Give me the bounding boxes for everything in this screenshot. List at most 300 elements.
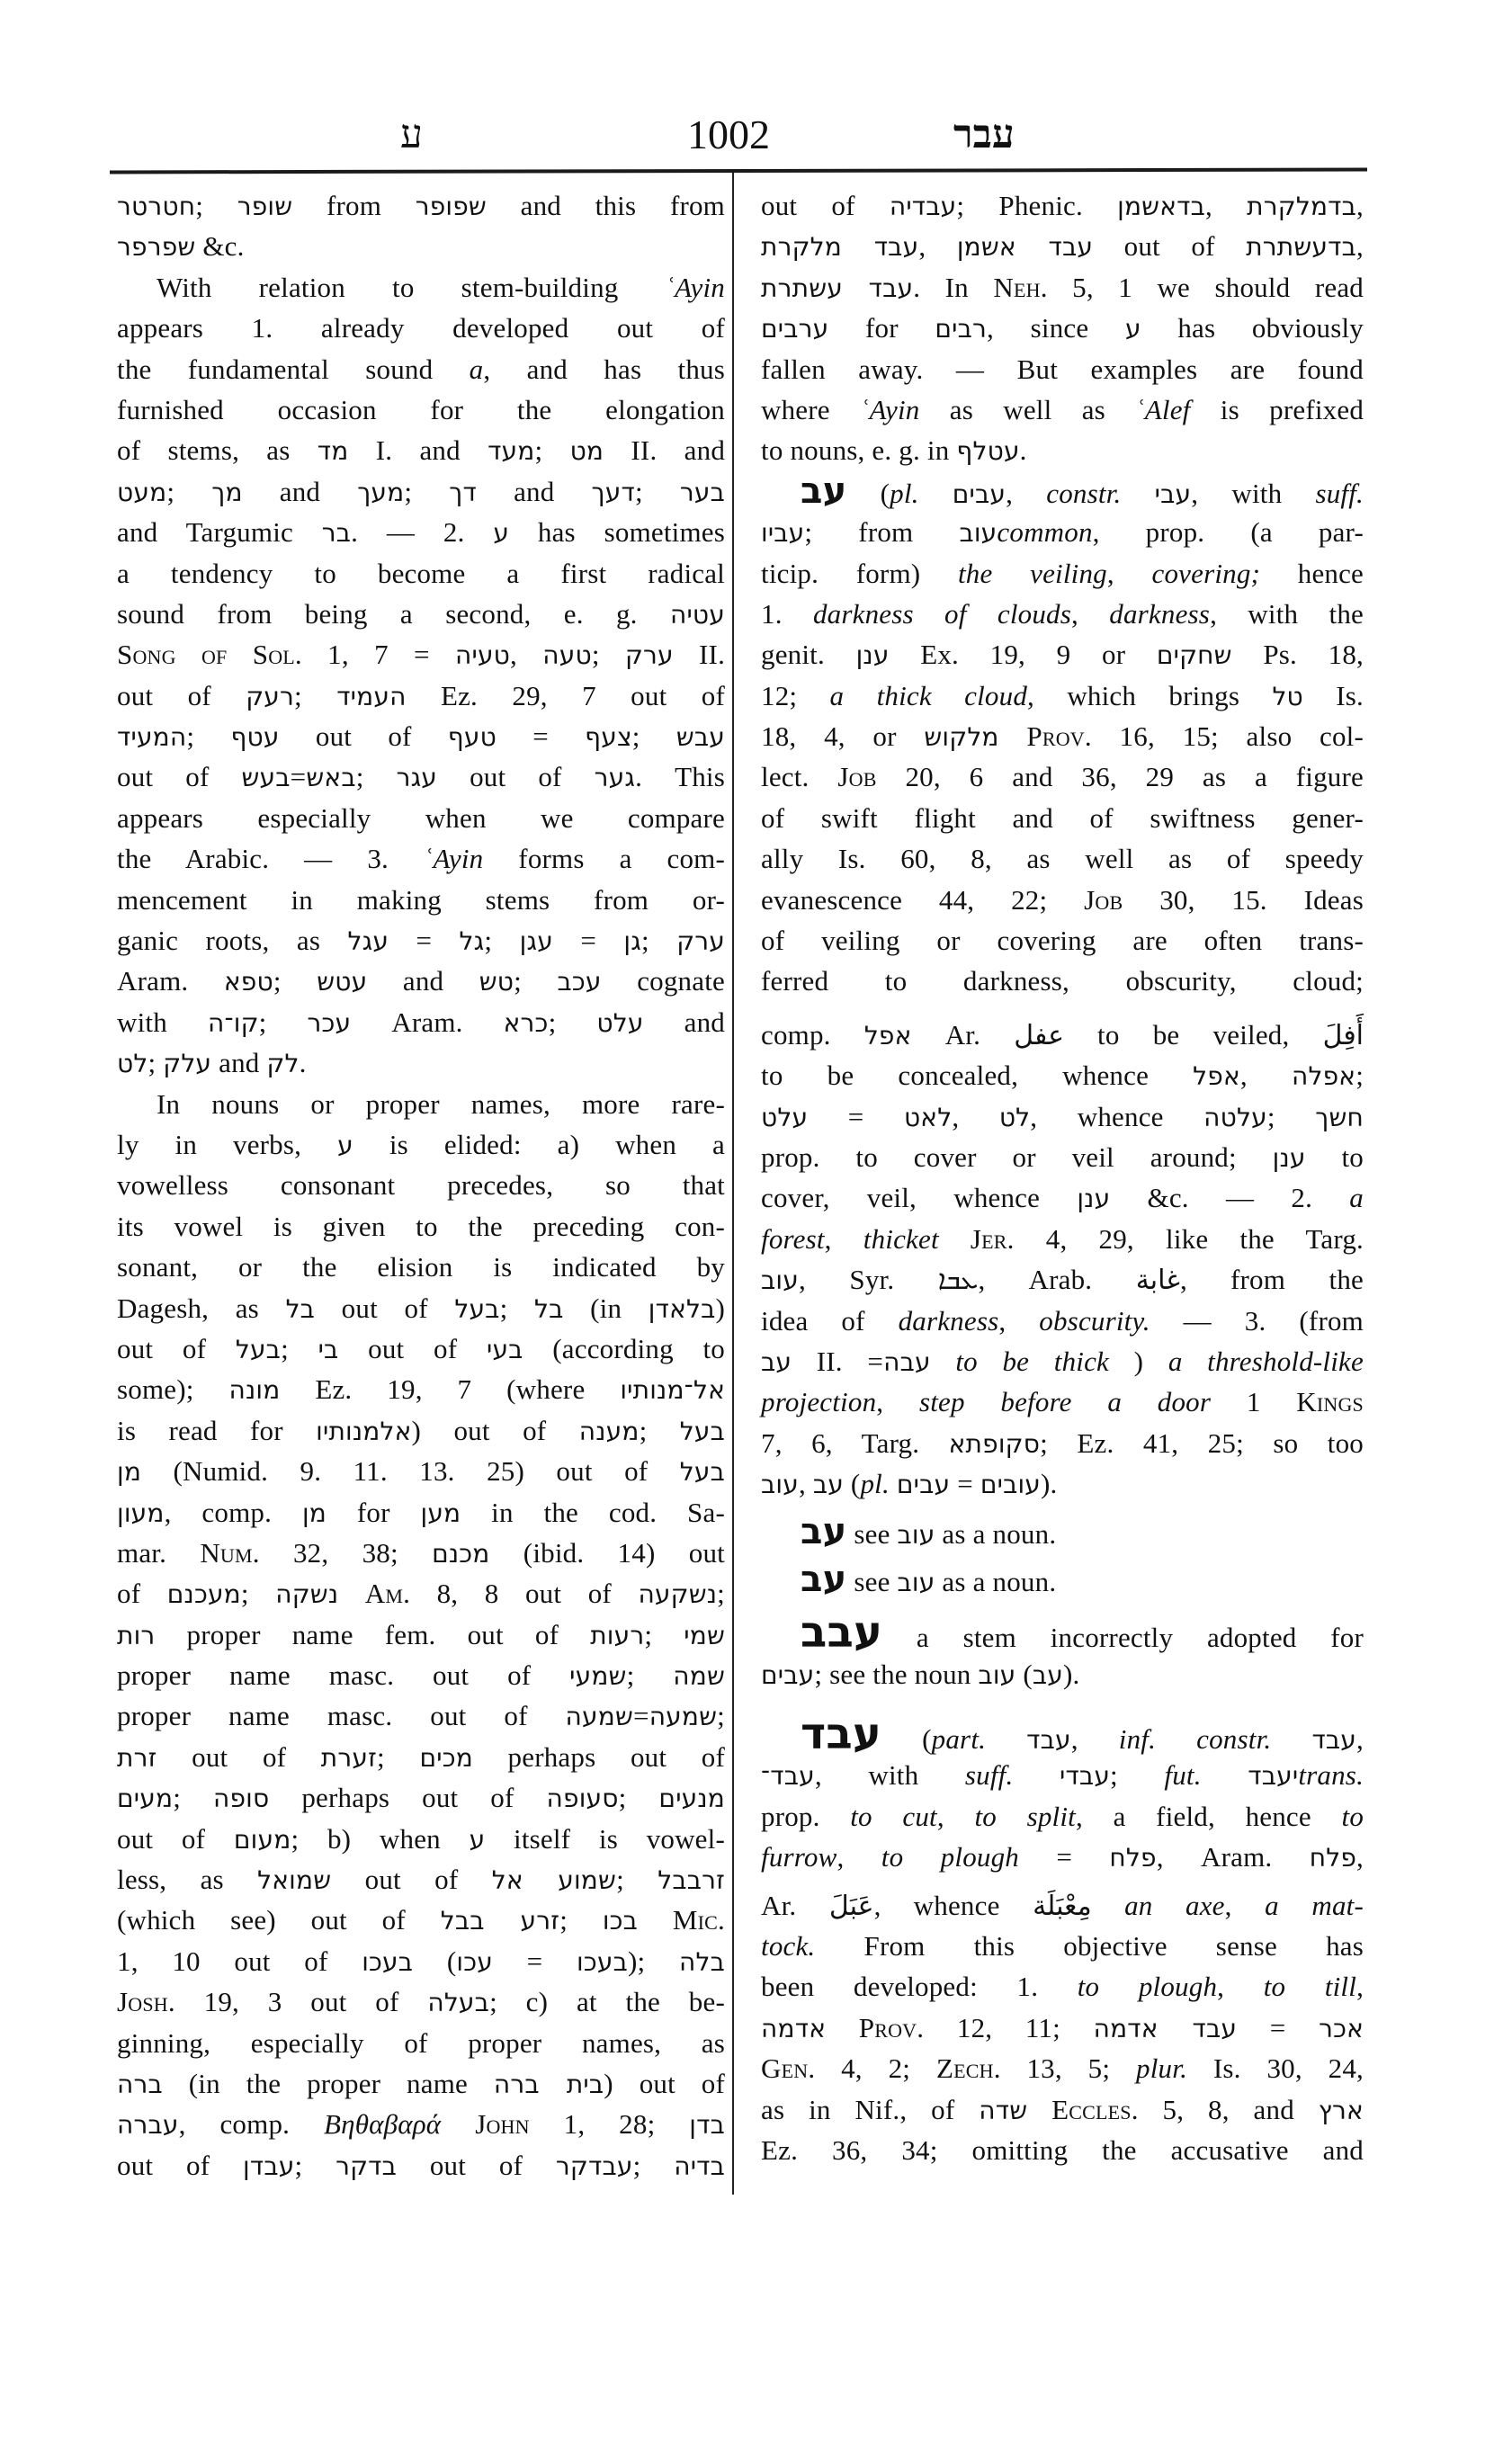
- text-segment: is elided: a) when a: [353, 1128, 725, 1160]
- text-segment: In nouns or proper names, more rare-: [157, 1087, 725, 1120]
- hebrew-word: יעבד: [1248, 1761, 1299, 1792]
- text-line: [117, 961, 725, 1001]
- text-segment: perhaps out of: [269, 1782, 547, 1814]
- hebrew-word: מט: [569, 436, 604, 467]
- text-segment: [638, 1904, 673, 1936]
- text-segment: , and has thus: [483, 353, 726, 385]
- text-line: [117, 512, 725, 552]
- hebrew-word: עבד אדמה: [1093, 2013, 1238, 2043]
- text-line: [761, 716, 1364, 756]
- text-segment: Βηθαβαρά: [324, 2108, 442, 2141]
- text-line: [117, 1084, 725, 1124]
- text-line: [761, 1055, 1364, 1095]
- text-segment: ;: [1355, 1060, 1364, 1092]
- text-segment: (ibid. 14) out: [489, 1536, 725, 1569]
- text-line: [761, 2007, 1364, 2048]
- text-segment: thicket: [863, 1222, 939, 1255]
- text-segment: Dagesh, as: [117, 1292, 286, 1324]
- text-line: [761, 430, 1364, 470]
- text-line: [117, 2104, 725, 2144]
- text-segment: , prop. (a par-: [1092, 516, 1364, 549]
- hebrew-word: בלאדן: [648, 1293, 716, 1324]
- text-segment: ;: [591, 639, 625, 671]
- text-segment: a mat-: [1265, 1889, 1364, 1921]
- text-segment: . In: [913, 271, 994, 303]
- text-segment: 19, 3 out of: [174, 1986, 428, 2018]
- text-segment: ): [715, 1292, 726, 1324]
- text-segment: of swift flight and of swiftness gener-: [761, 801, 1364, 834]
- text-segment: out of: [338, 1332, 487, 1364]
- hebrew-word: סעופה: [546, 1784, 619, 1814]
- text-segment: [826, 2012, 859, 2043]
- text-segment: as a noun.: [935, 1517, 1057, 1550]
- text-segment: ;: [514, 965, 558, 997]
- text-line: [761, 798, 1364, 838]
- hebrew-word: העמיד: [336, 681, 407, 711]
- text-segment: a: [1349, 1182, 1364, 1214]
- text-segment: ,: [1356, 1723, 1364, 1756]
- text-segment: perhaps out of: [472, 1740, 726, 1773]
- text-segment: ;: [240, 1578, 276, 1610]
- hebrew-word: טפא: [223, 967, 273, 997]
- hebrew-word: עב: [801, 1510, 847, 1552]
- hebrew-word: עבדקר: [555, 2150, 633, 2181]
- hebrew-word: מונה: [228, 1375, 281, 1406]
- hebrew-word: עבב: [801, 1607, 883, 1659]
- hebrew-word: בדמלקרת: [1247, 192, 1357, 221]
- text-segment: , with the: [1210, 597, 1364, 630]
- hebrew-word: בדן: [689, 2110, 725, 2141]
- text-line: [117, 634, 725, 675]
- hebrew-word: לט: [117, 1049, 148, 1079]
- text-segment: of: [117, 1578, 167, 1610]
- text-line: [117, 308, 725, 348]
- hebrew-word: מד: [317, 436, 349, 467]
- text-segment: Mic.: [672, 1904, 726, 1936]
- text-segment: ;: [484, 925, 520, 957]
- text-segment: Ez. 19, 7 (where: [280, 1373, 621, 1406]
- text-line: [117, 716, 725, 756]
- text-line: [117, 756, 725, 797]
- hebrew-word: עב: [761, 1346, 792, 1377]
- text-segment: and: [477, 475, 592, 507]
- page-number: 1002: [687, 112, 770, 157]
- hebrew-word: שמואל: [257, 1865, 332, 1896]
- hebrew-word: עבד מלקרת: [761, 232, 919, 263]
- hebrew-word: אל־מנותיו: [620, 1375, 725, 1406]
- text-segment: hence: [1260, 557, 1364, 589]
- text-segment: Ez. 36, 34; omitting the accusative and: [761, 2133, 1364, 2166]
- text-line: [117, 798, 725, 838]
- text-segment: out of: [437, 761, 595, 793]
- hebrew-word: מען: [420, 1498, 461, 1528]
- text-segment: 16, 15; also col-: [1091, 720, 1364, 753]
- text-segment: , Syr.: [798, 1264, 938, 1296]
- text-line: [761, 634, 1364, 675]
- hebrew-word: טעיה: [455, 640, 511, 671]
- header-section-letter: ע: [400, 112, 423, 157]
- text-segment: ;: [195, 190, 237, 221]
- hebrew-word: עטש: [317, 967, 368, 997]
- text-line: [761, 1654, 1364, 1694]
- text-segment: ferred to darkness, obscurity, cloud;: [761, 965, 1364, 997]
- text-segment: 7, 6, Targ.: [761, 1426, 949, 1459]
- arabic-word: عفل: [1014, 1019, 1065, 1051]
- hebrew-word: עב: [801, 469, 847, 512]
- text-segment: ;: [559, 1904, 603, 1936]
- text-line: [761, 308, 1364, 348]
- text-line: [117, 1369, 725, 1409]
- text-segment: ;: [258, 1006, 308, 1038]
- text-line: [761, 389, 1364, 430]
- text-segment: Song of Sol.: [117, 639, 302, 671]
- text-segment: darkness: [1109, 597, 1211, 630]
- hebrew-word: בעל: [454, 1293, 500, 1324]
- hebrew-word: מן: [301, 1498, 327, 1528]
- text-segment: out of: [331, 1864, 492, 1896]
- text-segment: ;: [355, 761, 397, 793]
- text-segment: pl.: [860, 1468, 890, 1500]
- hebrew-word: עוב: [897, 1567, 935, 1597]
- text-segment: to cut: [850, 1800, 937, 1832]
- text-segment: to: [1341, 1800, 1364, 1832]
- hebrew-word: טל: [1272, 681, 1303, 711]
- text-segment: ,: [1356, 1971, 1364, 2003]
- text-segment: obscurity.: [1039, 1304, 1150, 1337]
- text-segment: (: [413, 1945, 457, 1977]
- text-segment: ganic roots, as: [117, 925, 348, 957]
- text-segment: ; see the noun: [814, 1658, 979, 1690]
- text-segment: 18, 4, or: [761, 720, 925, 753]
- text-segment: ;: [618, 1782, 659, 1814]
- hebrew-word: שדה: [979, 2095, 1028, 2125]
- text-segment: ,: [1224, 1889, 1266, 1921]
- hebrew-word: שמעה: [649, 1702, 718, 1732]
- text-line: [761, 1837, 1364, 1877]
- text-segment: prop.: [761, 1800, 851, 1832]
- text-segment: ;: [173, 1782, 213, 1814]
- text-line: [761, 838, 1364, 879]
- hebrew-word: ערק: [624, 640, 674, 671]
- hebrew-word: סקופתא: [948, 1428, 1041, 1459]
- text-line: [761, 185, 1364, 226]
- text-segment: =: [496, 720, 586, 753]
- text-segment: ): [1109, 1345, 1168, 1377]
- hebrew-word: מנעים: [658, 1784, 726, 1814]
- text-segment: furrow: [761, 1841, 837, 1873]
- hebrew-word: עוב: [978, 1659, 1016, 1690]
- text-segment: ;: [294, 679, 337, 711]
- text-segment: mencement in making stems from or-: [117, 883, 725, 916]
- hebrew-word: עבד עשתרת: [761, 273, 914, 303]
- text-segment: , from the: [1179, 1264, 1364, 1296]
- text-segment: a threshold-like: [1168, 1345, 1364, 1377]
- text-segment: of stems, as: [117, 434, 318, 467]
- hebrew-word: דך: [449, 477, 477, 507]
- hebrew-word: עב: [812, 1470, 844, 1500]
- hebrew-word: גל: [459, 926, 485, 957]
- text-segment: vowelless consonant precedes, so that: [117, 1169, 725, 1202]
- hebrew-word: עבים: [761, 1659, 815, 1690]
- text-line: [117, 1451, 725, 1491]
- text-line: [117, 267, 725, 308]
- text-segment: ) out of: [604, 2067, 726, 2099]
- text-segment: ;: [634, 475, 680, 507]
- text-segment: Neh.: [993, 271, 1048, 303]
- text-line: [761, 1709, 1364, 1760]
- text-segment: =: [552, 925, 624, 957]
- hebrew-word: עבדי: [1059, 1761, 1111, 1792]
- text-segment: forest: [761, 1222, 825, 1255]
- text-segment: tock.: [761, 1930, 816, 1963]
- text-segment: =: [1237, 2011, 1320, 2043]
- hebrew-word: פלח: [1309, 1843, 1357, 1873]
- text-segment: &c. — 2.: [1110, 1182, 1350, 1214]
- text-line: [761, 1137, 1364, 1177]
- text-line: [117, 920, 725, 961]
- hebrew-word: עוב: [761, 1470, 799, 1500]
- text-line: [117, 1247, 725, 1287]
- text-segment: suff.: [1315, 477, 1364, 509]
- hebrew-word: עבד: [801, 1709, 882, 1760]
- text-segment: and: [242, 475, 358, 507]
- hebrew-word: עלק: [163, 1049, 212, 1079]
- text-segment: ginning, especially of proper names, as: [117, 2026, 725, 2059]
- text-line: [117, 1859, 725, 1900]
- text-segment: is prefixed: [1190, 393, 1364, 425]
- text-segment: proper name masc. out of: [117, 1659, 570, 1692]
- text-segment: , comp.: [164, 1496, 302, 1528]
- hebrew-word: עבד אשמן: [956, 232, 1094, 263]
- text-segment: as in Nif., of: [761, 2093, 980, 2125]
- text-segment: see: [846, 1565, 898, 1597]
- text-segment: , a field, hence: [1076, 1800, 1342, 1832]
- text-line: [761, 1381, 1364, 1422]
- text-segment: common: [997, 516, 1093, 549]
- text-segment: see: [846, 1517, 898, 1550]
- text-line: [117, 1165, 725, 1205]
- header-catchword: עבר: [953, 112, 1015, 157]
- text-segment: ,: [998, 1304, 1040, 1337]
- hebrew-word: בעכו: [362, 1946, 414, 1977]
- hebrew-word: גן: [623, 926, 641, 957]
- text-segment: ;: [1110, 1759, 1165, 1792]
- hebrew-word: נשקה: [275, 1579, 339, 1610]
- text-segment: ,: [1071, 597, 1110, 630]
- text-segment: pl.: [890, 477, 919, 509]
- text-segment: has sometimes: [509, 516, 725, 549]
- hebrew-word: עוב: [959, 518, 998, 549]
- text-line: [761, 880, 1364, 920]
- hebrew-word: עלטה: [1203, 1102, 1267, 1132]
- text-line: [761, 349, 1364, 389]
- text-segment: 30, 15. Ideas: [1123, 883, 1364, 916]
- text-segment: to plough: [1077, 1971, 1218, 2003]
- text-segment: ,: [876, 1386, 919, 1418]
- hebrew-word: ע: [337, 1130, 353, 1160]
- text-segment: idea of: [761, 1304, 899, 1337]
- text-segment: =: [1019, 1841, 1110, 1873]
- text-segment: ;: [640, 925, 677, 957]
- text-segment: ;: [534, 434, 570, 467]
- hebrew-word: עבד: [1311, 1725, 1357, 1756]
- text-line: [117, 1124, 725, 1165]
- hebrew-word: בל: [533, 1293, 564, 1324]
- hebrew-word: ערבים: [761, 314, 829, 344]
- text-segment: ;: [377, 1740, 420, 1773]
- hebrew-word: דעך: [591, 477, 635, 507]
- text-segment: is read for: [117, 1414, 317, 1446]
- text-segment: ;: [717, 1700, 725, 1732]
- text-line: [761, 1796, 1364, 1837]
- text-line: [761, 471, 1364, 512]
- text-line: [761, 553, 1364, 594]
- text-segment: the veiling: [957, 557, 1107, 589]
- text-segment: ;: [281, 1332, 318, 1364]
- hebrew-word: עובים: [980, 1470, 1042, 1500]
- text-segment: proper name masc. out of: [117, 1700, 566, 1732]
- text-segment: Kings: [1296, 1386, 1364, 1418]
- text-line: [117, 1042, 725, 1083]
- column-divider: [732, 173, 734, 2195]
- text-segment: II. =: [792, 1345, 884, 1377]
- text-segment: to plough: [881, 1841, 1019, 1873]
- text-line: [761, 1177, 1364, 1218]
- text-line: [117, 2145, 725, 2186]
- text-line: [761, 675, 1364, 716]
- text-segment: . This: [635, 761, 725, 793]
- hebrew-word: מך: [211, 477, 243, 507]
- text-line: [761, 1926, 1364, 1966]
- text-segment: and: [211, 1047, 267, 1079]
- hebrew-word: טעה: [542, 640, 592, 671]
- text-line: [761, 226, 1364, 266]
- text-line: [761, 267, 1364, 308]
- text-segment: ; from: [804, 516, 960, 549]
- text-segment: From this objective sense has: [815, 1930, 1364, 1963]
- text-line: [761, 1755, 1364, 1795]
- text-segment: evanescence 44, 22;: [761, 883, 1085, 916]
- hebrew-word: בער: [679, 477, 725, 507]
- left-column: [117, 185, 725, 2186]
- text-segment: ,: [1356, 1841, 1364, 1873]
- text-segment: , comp.: [178, 2108, 324, 2141]
- hebrew-word: בעלה: [427, 1988, 490, 2018]
- text-segment: and Targumic: [117, 516, 322, 549]
- text-segment: sonant, or the elision is indicated by: [117, 1251, 725, 1283]
- text-segment: , Aram.: [1156, 1841, 1310, 1873]
- text-segment: less, as: [117, 1864, 258, 1896]
- text-line: [761, 1301, 1364, 1341]
- text-segment: covering;: [1151, 557, 1261, 589]
- text-segment: Num.: [200, 1536, 260, 1569]
- text-segment: mar.: [117, 1536, 201, 1569]
- hebrew-word: זערת: [320, 1742, 378, 1773]
- text-segment: its vowel is given to the preceding con-: [117, 1210, 725, 1242]
- text-segment: ; Phenic.: [956, 190, 1118, 221]
- text-segment: ,: [824, 1222, 863, 1255]
- text-segment: to till: [1263, 1971, 1357, 2003]
- hebrew-word: מעון: [117, 1498, 165, 1528]
- arabic-word: مِعْبَلَة: [1033, 1890, 1092, 1922]
- text-segment: Ex. 19, 9 or: [889, 639, 1157, 671]
- hebrew-word: אפלה: [1291, 1061, 1356, 1092]
- hebrew-word: עבדן: [243, 2150, 295, 2181]
- hebrew-word: בעש: [241, 763, 291, 793]
- hebrew-word: סופה: [212, 1784, 270, 1814]
- text-segment: darkness: [898, 1304, 999, 1337]
- text-segment: out of: [397, 2149, 556, 2181]
- hebrew-word: ע: [469, 1824, 486, 1855]
- text-segment: .: [299, 1047, 307, 1079]
- text-segment: genit.: [761, 639, 856, 671]
- hebrew-word: מכים: [419, 1742, 473, 1773]
- text-segment: step before a door: [918, 1386, 1212, 1418]
- text-segment: Prov.: [858, 2011, 925, 2043]
- text-segment: (: [846, 477, 890, 509]
- text-segment: to be concealed, whence: [761, 1060, 1194, 1092]
- text-segment: where: [761, 393, 861, 425]
- text-segment: [919, 478, 953, 509]
- text-segment: to be thick: [955, 1345, 1110, 1377]
- text-segment: ;: [717, 1578, 725, 1610]
- text-segment: , whence: [1030, 1100, 1204, 1132]
- text-segment: furnished occasion for the elongation: [117, 393, 725, 425]
- text-segment: =: [290, 761, 307, 793]
- text-segment: has obviously: [1141, 312, 1364, 344]
- text-segment: Job: [837, 761, 877, 793]
- hebrew-word: עב: [801, 1558, 847, 1600]
- text-segment: Is. 30, 24,: [1187, 2052, 1364, 2085]
- hebrew-word: עבש: [675, 722, 725, 753]
- text-segment: (: [1015, 1658, 1033, 1690]
- text-segment: out of: [117, 1332, 236, 1364]
- text-segment: lect.: [761, 761, 838, 793]
- text-segment: ;: [294, 2149, 336, 2181]
- hebrew-word: מעך: [357, 477, 405, 507]
- hebrew-word: בעי: [486, 1334, 523, 1364]
- text-line: [117, 1002, 725, 1042]
- text-segment: fut.: [1164, 1759, 1202, 1792]
- text-line: [117, 1410, 725, 1451]
- text-segment: Gen.: [761, 2052, 816, 2085]
- hebrew-word: שפרפר: [117, 232, 196, 263]
- header-rule: [110, 168, 1367, 174]
- hebrew-word: לק: [266, 1049, 300, 1079]
- text-segment: =: [633, 1700, 649, 1732]
- text-line: [117, 1737, 725, 1777]
- text-line: [761, 1096, 1364, 1137]
- text-segment: prop. to cover or veil around;: [761, 1140, 1273, 1173]
- text-segment: an axe: [1124, 1889, 1225, 1921]
- text-segment: ;: [644, 1618, 684, 1650]
- text-line: [117, 430, 725, 470]
- hebrew-word: עבים: [896, 1470, 951, 1500]
- text-segment: With relation to stem-building: [157, 271, 666, 303]
- text-line: [117, 1981, 725, 2022]
- text-line: [117, 594, 725, 634]
- text-segment: out of: [117, 761, 242, 793]
- text-line: [761, 594, 1364, 634]
- text-segment: sound from being a second, e. g.: [117, 597, 670, 630]
- text-segment: Am.: [364, 1578, 411, 1610]
- text-segment: (: [881, 1723, 932, 1756]
- hebrew-word: עטף: [230, 722, 280, 753]
- text-segment: [1271, 1723, 1311, 1755]
- hebrew-word: נשקעה: [638, 1579, 718, 1610]
- text-segment: , whence: [873, 1889, 1033, 1921]
- hebrew-word: מענה: [578, 1416, 640, 1446]
